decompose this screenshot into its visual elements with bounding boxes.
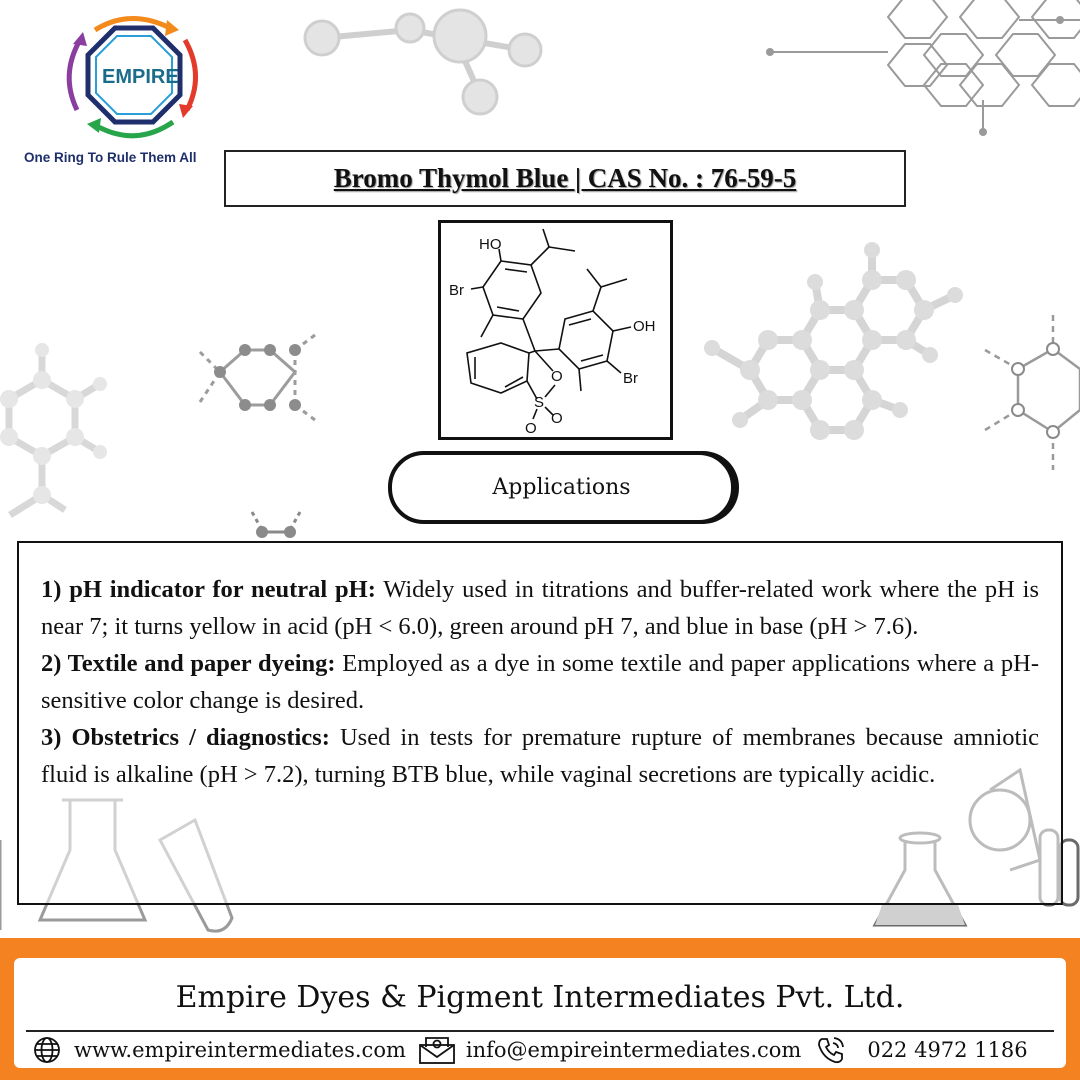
title-box — [224, 150, 906, 207]
email-icon — [418, 1035, 456, 1065]
structure-diagram — [441, 223, 670, 437]
structure-label-o1: O — [525, 420, 537, 437]
application-heading-3: 3) Obstetrics / diagnostics: — [41, 724, 330, 751]
application-item-2 — [41, 645, 1039, 719]
structure-label-o2: O — [551, 410, 563, 427]
page-title: Bromo Thymol Blue | CAS No. : 76-59-5 — [333, 163, 797, 193]
footer-divider — [26, 1030, 1054, 1032]
application-item-1 — [41, 571, 1039, 645]
phone-icon — [815, 1034, 847, 1066]
website-link[interactable]: www.empireintermediates.com — [74, 1038, 406, 1062]
brand-tagline: One Ring To Rule Them All — [24, 150, 197, 165]
brand-logo — [40, 10, 220, 170]
company-name: Empire Dyes & Pigment Intermediates Pvt. Ltd. — [175, 980, 905, 1015]
application-item-3 — [41, 719, 1039, 793]
structure-label-ho: HO — [479, 236, 502, 253]
structure-label-oh: OH — [633, 318, 656, 335]
contact-row — [32, 1034, 1052, 1066]
structure-label-br-left: Br — [449, 282, 464, 299]
footer — [0, 938, 1080, 1080]
application-text-1: Widely used in titrations and buffer-related work where the pH is near 7; it turns yellow in acid (pH < 6.0), green around pH 7, and blue in base (pH > 7.6). — [41, 576, 1039, 640]
email-link[interactable]: info@empireintermediates.com — [465, 1038, 802, 1062]
applications-heading-pill — [388, 451, 735, 524]
application-heading-1: 1) pH indicator for neutral pH: — [41, 576, 376, 603]
application-text-3: Used in tests for premature rupture of membranes because amniotic fluid is alkaline (pH > 7.2), turning BTB blue, while vaginal secretions are typically acidic. — [41, 724, 1039, 788]
applications-heading: Applications — [492, 475, 631, 500]
application-heading-2: 2) Textile and paper dyeing: — [41, 650, 336, 677]
logo-wordmark: EMPIRE — [102, 66, 179, 88]
structure-label-br-right: Br — [623, 370, 638, 387]
application-text-2: Employed as a dye in some textile and paper applications where a pH-sensitive color change is desired. — [41, 650, 1039, 714]
structure-label-s: S — [534, 394, 545, 411]
globe-icon — [32, 1035, 62, 1065]
chemical-structure — [438, 220, 673, 440]
applications-content — [17, 541, 1063, 905]
structure-label-o-ring: O — [551, 368, 563, 385]
footer-card — [14, 958, 1066, 1068]
phone-number[interactable]: 022 4972 1186 — [867, 1038, 1028, 1062]
